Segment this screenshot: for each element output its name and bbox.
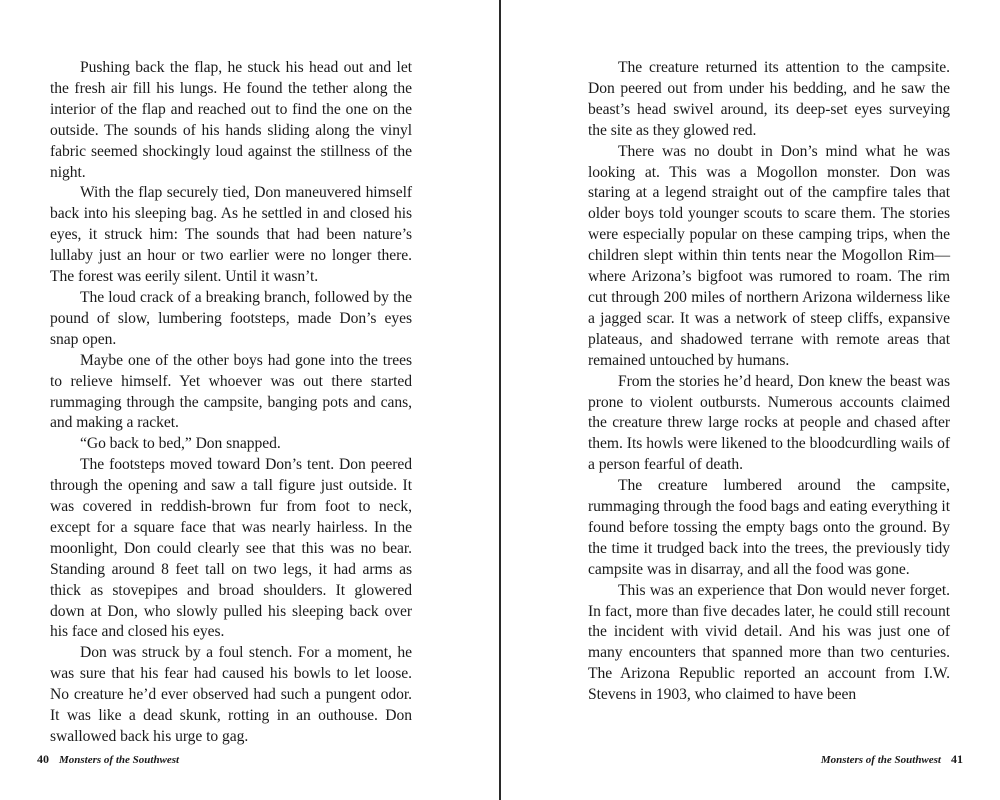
running-head: Monsters of the Southwest xyxy=(59,754,180,766)
right-page-body xyxy=(588,58,950,706)
left-page-footer xyxy=(37,752,179,767)
paragraph: The creature returned its attention to the campsite. Don peered out from under his bedding, and he saw the beast’s head swivel around, its deep-set eyes surveying the site as they glowed red. xyxy=(588,59,950,139)
page-number: 41 xyxy=(951,752,963,766)
right-page-footer xyxy=(821,752,963,767)
right-page xyxy=(501,0,1000,800)
paragraph: From the stories he’d heard, Don knew the beast was prone to violent outbursts. Numerous accounts claimed the creature threw large rocks at people and chased after them. Its howls were likened to the bloodcurdling wails of a person fearful of death. xyxy=(588,372,950,474)
paragraph: The footsteps moved toward Don’s tent. Don peered through the opening and saw a tall figure just outside. It was covered in reddish-brown fur from foot to neck, except for a square face that was nearly hairless. In the moonlight, Don could clearly see that this was no bear. Standing around 8 feet tall on two legs, it had arms as thick as stovepipes and broad shoulders. It glowered down at Don, who slowly pulled his sleeping back over his face and closed his eyes. xyxy=(50,456,412,641)
paragraph: There was no doubt in Don’s mind what he was looking at. This was a Mogollon monster. Don was staring at a legend straight out of the campfire tales that older boys told younger scouts to scare them. The stories were especially popular on these camping trips, when the children slept within thin tents near the Mogollon Rim—where Arizona’s bigfoot was rumored to roam. The rim cut through 200 miles of northern Arizona wilderness like a jagged scar. It was a network of steep cliffs, expansive plateaus, and shadowed terrane with remote areas that remained untouched by humans. xyxy=(588,142,950,369)
paragraph: “Go back to bed,” Don snapped. xyxy=(80,435,281,453)
paragraph: The loud crack of a breaking branch, followed by the pound of slow, lumbering footsteps, made Don’s eyes snap open. xyxy=(50,288,412,348)
page-number: 40 xyxy=(37,752,49,766)
running-head: Monsters of the Southwest xyxy=(820,754,941,766)
paragraph: This was an experience that Don would never forget. In fact, more than five decades later, he could still recount the incident with vivid detail. And his was just one of many encounters that spanned more than two centuries. The Arizona Republic reported an account from I.W. Stevens in 1903, who claimed to have been xyxy=(588,581,950,704)
paragraph: Pushing back the flap, he stuck his head out and let the fresh air fill his lungs. He found the tether along the interior of the flap and reached out to find the one on the outside. The sounds of his hands sliding along the vinyl fabric seemed shockingly loud against the stillness of the night. xyxy=(50,59,412,181)
paragraph: With the flap securely tied, Don maneuvered himself back into his sleeping bag. As he settled in and closed his eyes, it struck him: The sounds that had been nature’s lullaby just an hour or two earlier were no longer there. The forest was eerily silent. Until it wasn’t. xyxy=(50,184,412,286)
left-page-body xyxy=(50,58,412,748)
paragraph: Don was struck by a foul stench. For a moment, he was sure that his fear had caused his bowls to let loose. No creature he’d ever observed had such a pungent odor. It was like a dead skunk, rotting in an outhouse. Don swallowed back his urge to gag. xyxy=(50,644,412,745)
left-page xyxy=(0,0,499,800)
paragraph: Maybe one of the other boys had gone into the trees to relieve himself. Yet whoever was out there started rummaging through the campsite, banging pots and cans, and making a racket. xyxy=(50,351,412,432)
paragraph: The creature lumbered around the campsite, rummaging through the food bags and eating everything it found before tossing the empty bags onto the ground. By the time it trudged back into the trees, the previously tidy campsite was in disarray, and all the food was gone. xyxy=(588,477,950,578)
